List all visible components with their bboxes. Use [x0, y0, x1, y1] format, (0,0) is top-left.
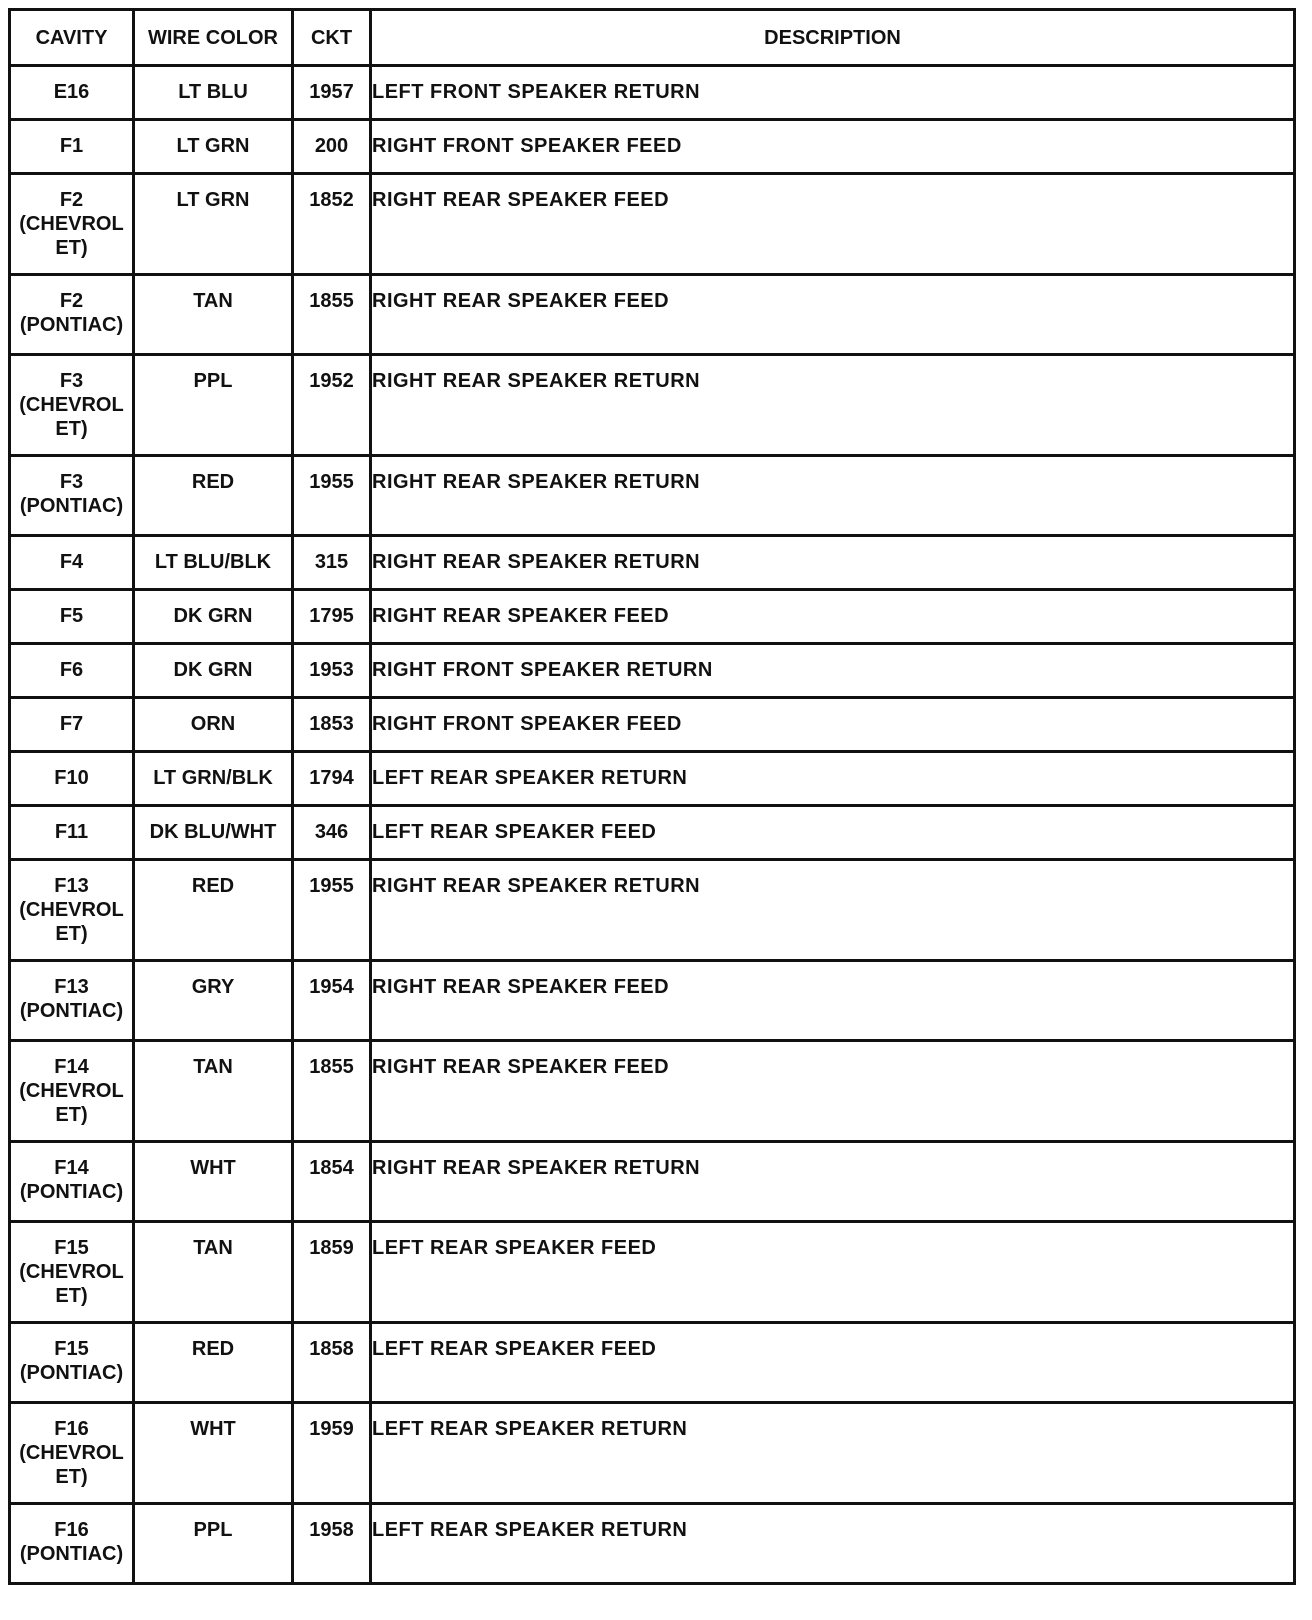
wire-color-cell — [134, 806, 293, 860]
description-cell-text: RIGHT REAR SPEAKER RETURN — [372, 1157, 701, 1179]
ckt-cell-text: 1854 — [309, 1157, 354, 1179]
description-cell — [371, 1041, 1295, 1142]
description-cell — [371, 644, 1295, 698]
wire-color-cell-text: LT GRN — [176, 135, 250, 157]
wire-color-cell-text: WHT — [190, 1157, 236, 1179]
table-row — [10, 644, 1295, 698]
wire-color-cell — [134, 698, 293, 752]
cavity-cell — [10, 860, 134, 961]
description-cell — [371, 536, 1295, 590]
cavity-cell-text: F3 (CHEVROL ET) — [19, 370, 124, 440]
description-cell — [371, 275, 1295, 355]
wire-color-cell — [134, 1222, 293, 1323]
ckt-cell-text: 315 — [314, 551, 349, 573]
ckt-cell — [293, 120, 371, 174]
description-cell — [371, 120, 1295, 174]
ckt-cell — [293, 355, 371, 456]
cavity-cell-text: F1 — [59, 135, 84, 157]
description-cell-text: RIGHT FRONT SPEAKER RETURN — [372, 659, 713, 681]
wire-color-cell-text: LT BLU — [178, 81, 248, 103]
ckt-cell — [293, 752, 371, 806]
ckt-cell-text: 1794 — [309, 767, 354, 789]
description-cell-text: RIGHT REAR SPEAKER FEED — [372, 976, 670, 998]
table-row — [10, 1041, 1295, 1142]
wire-color-cell-text: TAN — [193, 290, 233, 312]
cavity-cell — [10, 644, 134, 698]
cavity-cell-text: F6 — [59, 659, 84, 681]
description-cell-text: LEFT FRONT SPEAKER RETURN — [372, 81, 701, 103]
description-cell — [371, 590, 1295, 644]
wire-color-cell — [134, 1323, 293, 1403]
table-row — [10, 1142, 1295, 1222]
wire-color-cell-text: PPL — [193, 370, 233, 392]
description-cell-text: RIGHT REAR SPEAKER FEED — [372, 189, 670, 211]
header-cavity: CAVITY — [10, 10, 134, 66]
cavity-cell — [10, 961, 134, 1041]
description-cell — [371, 961, 1295, 1041]
description-cell — [371, 66, 1295, 120]
ckt-cell — [293, 1041, 371, 1142]
description-cell-text: LEFT REAR SPEAKER FEED — [372, 1237, 657, 1259]
connector-pinout-table — [8, 8, 1296, 1585]
ckt-cell-text: 1855 — [309, 290, 354, 312]
description-cell — [371, 456, 1295, 536]
ckt-cell-text: 1955 — [309, 875, 354, 897]
cavity-cell-text: F14 (PONTIAC) — [19, 1157, 124, 1203]
ckt-cell — [293, 536, 371, 590]
wire-color-cell-text: DK GRN — [173, 659, 253, 681]
connector-pinout-sheet — [8, 8, 1293, 1585]
wire-color-cell — [134, 590, 293, 644]
wire-color-cell — [134, 1142, 293, 1222]
wire-color-cell-text: TAN — [193, 1237, 233, 1259]
table-row — [10, 590, 1295, 644]
wire-color-cell-text: ORN — [190, 713, 236, 735]
description-cell — [371, 174, 1295, 275]
ckt-cell-text: 346 — [314, 821, 349, 843]
description-cell-text: LEFT REAR SPEAKER RETURN — [372, 1519, 688, 1541]
ckt-cell — [293, 806, 371, 860]
description-cell — [371, 355, 1295, 456]
cavity-cell — [10, 1504, 134, 1584]
cavity-cell — [10, 275, 134, 355]
wire-color-cell — [134, 644, 293, 698]
wire-color-cell — [134, 536, 293, 590]
cavity-cell-text: F2 (PONTIAC) — [19, 290, 124, 336]
cavity-cell — [10, 1222, 134, 1323]
ckt-cell-text: 1955 — [309, 471, 354, 493]
ckt-cell-text: 1953 — [309, 659, 354, 681]
description-cell-text: LEFT REAR SPEAKER FEED — [372, 1338, 657, 1360]
ckt-cell — [293, 590, 371, 644]
description-cell-text: RIGHT REAR SPEAKER RETURN — [372, 875, 701, 897]
ckt-cell-text: 1855 — [309, 1056, 354, 1078]
cavity-cell-text: F11 — [54, 821, 89, 843]
table-row — [10, 860, 1295, 961]
ckt-cell — [293, 174, 371, 275]
cavity-cell-text: F2 (CHEVROL ET) — [19, 189, 124, 259]
ckt-cell — [293, 698, 371, 752]
wire-color-cell — [134, 120, 293, 174]
description-cell-text: LEFT REAR SPEAKER FEED — [372, 821, 657, 843]
ckt-cell — [293, 1323, 371, 1403]
cavity-cell-text: E16 — [53, 81, 90, 103]
table-row — [10, 752, 1295, 806]
cavity-cell-text: F4 — [59, 551, 84, 573]
table-row — [10, 1222, 1295, 1323]
cavity-cell-text: F3 (PONTIAC) — [19, 471, 124, 517]
cavity-cell — [10, 1403, 134, 1504]
wire-color-cell-text: TAN — [193, 1056, 233, 1078]
wire-color-cell-text: LT BLU/BLK — [154, 551, 272, 573]
ckt-cell — [293, 1504, 371, 1584]
wire-color-cell-text: RED — [191, 875, 235, 897]
wire-color-cell-text: DK BLU/WHT — [149, 821, 277, 843]
wire-color-cell — [134, 752, 293, 806]
header-wire-color: WIRE COLOR — [134, 10, 293, 66]
table-row — [10, 275, 1295, 355]
table-row — [10, 355, 1295, 456]
ckt-cell — [293, 456, 371, 536]
table-row — [10, 1323, 1295, 1403]
wire-color-cell — [134, 174, 293, 275]
cavity-cell-text: F14 (CHEVROL ET) — [19, 1056, 124, 1126]
description-cell-text: RIGHT REAR SPEAKER RETURN — [372, 551, 701, 573]
description-cell-text: RIGHT FRONT SPEAKER FEED — [372, 713, 682, 735]
wire-color-cell-text: PPL — [193, 1519, 233, 1541]
wire-color-cell-text: RED — [191, 1338, 235, 1360]
cavity-cell-text: F15 (CHEVROL ET) — [19, 1237, 124, 1307]
ckt-cell — [293, 1403, 371, 1504]
table-row — [10, 456, 1295, 536]
cavity-cell-text: F16 (CHEVROL ET) — [19, 1418, 124, 1488]
ckt-cell — [293, 961, 371, 1041]
table-row — [10, 536, 1295, 590]
cavity-cell — [10, 355, 134, 456]
table-row — [10, 1403, 1295, 1504]
cavity-cell-text: F16 (PONTIAC) — [19, 1519, 124, 1565]
description-cell — [371, 806, 1295, 860]
ckt-cell-text: 1954 — [309, 976, 354, 998]
description-cell — [371, 752, 1295, 806]
cavity-cell — [10, 806, 134, 860]
description-cell-text: RIGHT REAR SPEAKER RETURN — [372, 471, 701, 493]
table-row — [10, 806, 1295, 860]
wire-color-cell — [134, 961, 293, 1041]
ckt-cell — [293, 1222, 371, 1323]
cavity-cell — [10, 456, 134, 536]
header-description: DESCRIPTION — [371, 10, 1295, 66]
ckt-cell-text: 1853 — [309, 713, 354, 735]
wire-color-cell-text: GRY — [191, 976, 235, 998]
ckt-cell-text: 1959 — [309, 1418, 354, 1440]
wire-color-cell — [134, 1403, 293, 1504]
cavity-cell — [10, 698, 134, 752]
header-ckt: CKT — [293, 10, 371, 66]
cavity-cell-text: F13 (PONTIAC) — [19, 976, 124, 1022]
ckt-cell-text: 1958 — [309, 1519, 354, 1541]
wire-color-cell — [134, 275, 293, 355]
description-cell — [371, 698, 1295, 752]
ckt-cell — [293, 275, 371, 355]
table-row — [10, 174, 1295, 275]
wire-color-cell — [134, 355, 293, 456]
ckt-cell — [293, 644, 371, 698]
ckt-cell-text: 1795 — [309, 605, 354, 627]
cavity-cell — [10, 174, 134, 275]
table-row — [10, 66, 1295, 120]
table-row — [10, 120, 1295, 174]
description-cell-text: RIGHT REAR SPEAKER FEED — [372, 605, 670, 627]
wire-color-cell — [134, 456, 293, 536]
cavity-cell — [10, 1041, 134, 1142]
wire-color-cell-text: LT GRN/BLK — [153, 767, 273, 789]
wire-color-cell — [134, 66, 293, 120]
ckt-cell — [293, 860, 371, 961]
ckt-cell-text: 1858 — [309, 1338, 354, 1360]
cavity-cell — [10, 1142, 134, 1222]
wire-color-cell — [134, 1041, 293, 1142]
ckt-cell-text: 200 — [314, 135, 349, 157]
description-cell-text: LEFT REAR SPEAKER RETURN — [372, 767, 688, 789]
description-cell — [371, 1504, 1295, 1584]
description-cell — [371, 1222, 1295, 1323]
description-cell-text: RIGHT FRONT SPEAKER FEED — [372, 135, 682, 157]
description-cell-text: RIGHT REAR SPEAKER RETURN — [372, 370, 701, 392]
table-body — [10, 66, 1295, 1584]
description-cell — [371, 860, 1295, 961]
description-cell-text: RIGHT REAR SPEAKER FEED — [372, 290, 670, 312]
cavity-cell-text: F5 — [59, 605, 84, 627]
cavity-cell — [10, 1323, 134, 1403]
table-header-row — [10, 10, 1295, 66]
table-row — [10, 961, 1295, 1041]
wire-color-cell — [134, 860, 293, 961]
wire-color-cell-text: WHT — [190, 1418, 236, 1440]
cavity-cell-text: F15 (PONTIAC) — [19, 1338, 124, 1384]
wire-color-cell-text: LT GRN — [176, 189, 250, 211]
wire-color-cell-text: RED — [191, 471, 235, 493]
ckt-cell-text: 1957 — [309, 81, 354, 103]
ckt-cell — [293, 1142, 371, 1222]
cavity-cell-text: F10 — [54, 767, 89, 789]
description-cell-text: LEFT REAR SPEAKER RETURN — [372, 1418, 688, 1440]
description-cell — [371, 1403, 1295, 1504]
cavity-cell-text: F7 — [59, 713, 84, 735]
cavity-cell — [10, 590, 134, 644]
ckt-cell — [293, 66, 371, 120]
cavity-cell — [10, 536, 134, 590]
cavity-cell-text: F13 (CHEVROL ET) — [19, 875, 124, 945]
cavity-cell — [10, 120, 134, 174]
description-cell — [371, 1323, 1295, 1403]
description-cell — [371, 1142, 1295, 1222]
description-cell-text: RIGHT REAR SPEAKER FEED — [372, 1056, 670, 1078]
cavity-cell — [10, 66, 134, 120]
ckt-cell-text: 1952 — [309, 370, 354, 392]
wire-color-cell-text: DK GRN — [173, 605, 253, 627]
table-row — [10, 698, 1295, 752]
cavity-cell — [10, 752, 134, 806]
ckt-cell-text: 1859 — [309, 1237, 354, 1259]
table-row — [10, 1504, 1295, 1584]
wire-color-cell — [134, 1504, 293, 1584]
ckt-cell-text: 1852 — [309, 189, 354, 211]
